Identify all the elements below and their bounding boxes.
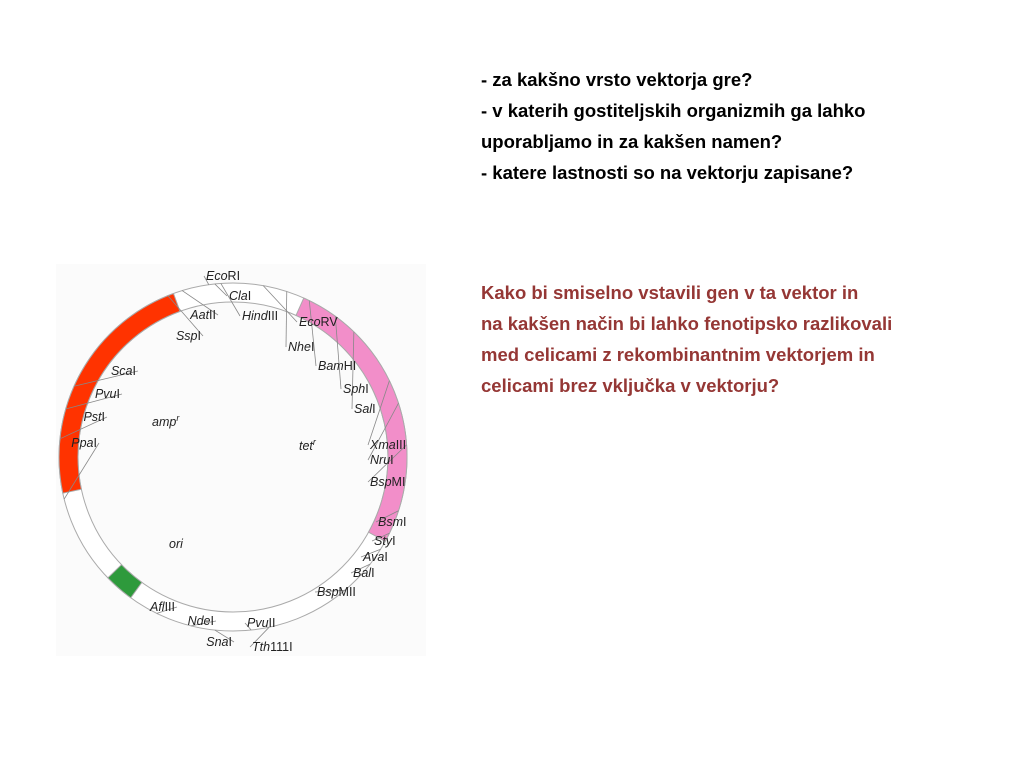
restriction-site-label: BamHI <box>318 359 357 373</box>
restriction-site-label: PpaI <box>71 436 97 450</box>
restriction-site-label: ScaI <box>110 364 136 378</box>
restriction-site-label: EcoRV <box>299 315 338 329</box>
restriction-site-label: PvuII <box>247 616 276 630</box>
plasmid-diagram <box>56 264 426 656</box>
prompt-line: na kakšen način bi lahko fenotipsko razlikovali <box>481 313 893 334</box>
restriction-site-label: BsmI <box>378 515 407 529</box>
restriction-site-label: PstI <box>83 410 105 424</box>
restriction-site-label: SspI <box>175 329 201 343</box>
restriction-site-label: BalI <box>353 566 375 580</box>
restriction-site-label: NdeI <box>187 614 214 628</box>
question-list <box>481 64 1001 188</box>
restriction-site-label: AvaI <box>363 550 388 564</box>
prompt-line: Kako bi smiselno vstavili gen v ta vektor in <box>481 282 859 303</box>
restriction-site-label: SnaI <box>206 635 232 649</box>
restriction-site-label: EcoRI <box>206 269 241 283</box>
restriction-site-label: BspMI <box>370 475 406 489</box>
restriction-site-label: StyI <box>374 534 396 548</box>
restriction-site-label: PvuI <box>94 387 120 401</box>
restriction-site-label: XmaIII <box>370 438 407 452</box>
restriction-site-label: BspMII <box>317 585 356 599</box>
question-line: - v katerih gostiteljskih organizmih ga lahko <box>481 100 866 121</box>
plasmid-map <box>56 264 426 656</box>
question-line: - za kakšno vrsto vektorja gre? <box>481 69 753 90</box>
tet-region-label: tet$^r$ <box>299 437 316 453</box>
restriction-site-label: NheI <box>288 340 315 354</box>
restriction-site-label: AatII <box>190 308 216 322</box>
question-line: uporabljamo in za kakšen namen? <box>481 131 783 152</box>
restriction-site-label: NruI <box>370 453 394 467</box>
plasmid-ring-inner <box>78 302 388 612</box>
prompt-line: med celicami z rekombinantnim vektorjem in <box>481 344 875 365</box>
restriction-site-label: AflIII <box>149 600 175 614</box>
amp-region-label: amp$^r$ <box>152 413 180 429</box>
restriction-site-label: HindIII <box>242 309 279 323</box>
task-prompt <box>481 277 1011 401</box>
restriction-site-label: Tth111I <box>252 640 293 654</box>
restriction-site-label: SalI <box>354 402 376 416</box>
restriction-site-label: ClaI <box>229 289 252 303</box>
restriction-site-label: SphI <box>343 382 369 396</box>
prompt-line: celicami brez vključka v vektorju? <box>481 375 780 396</box>
question-line: - katere lastnosti so na vektorju zapisane? <box>481 162 854 183</box>
ori-region-label: ori <box>169 537 183 551</box>
